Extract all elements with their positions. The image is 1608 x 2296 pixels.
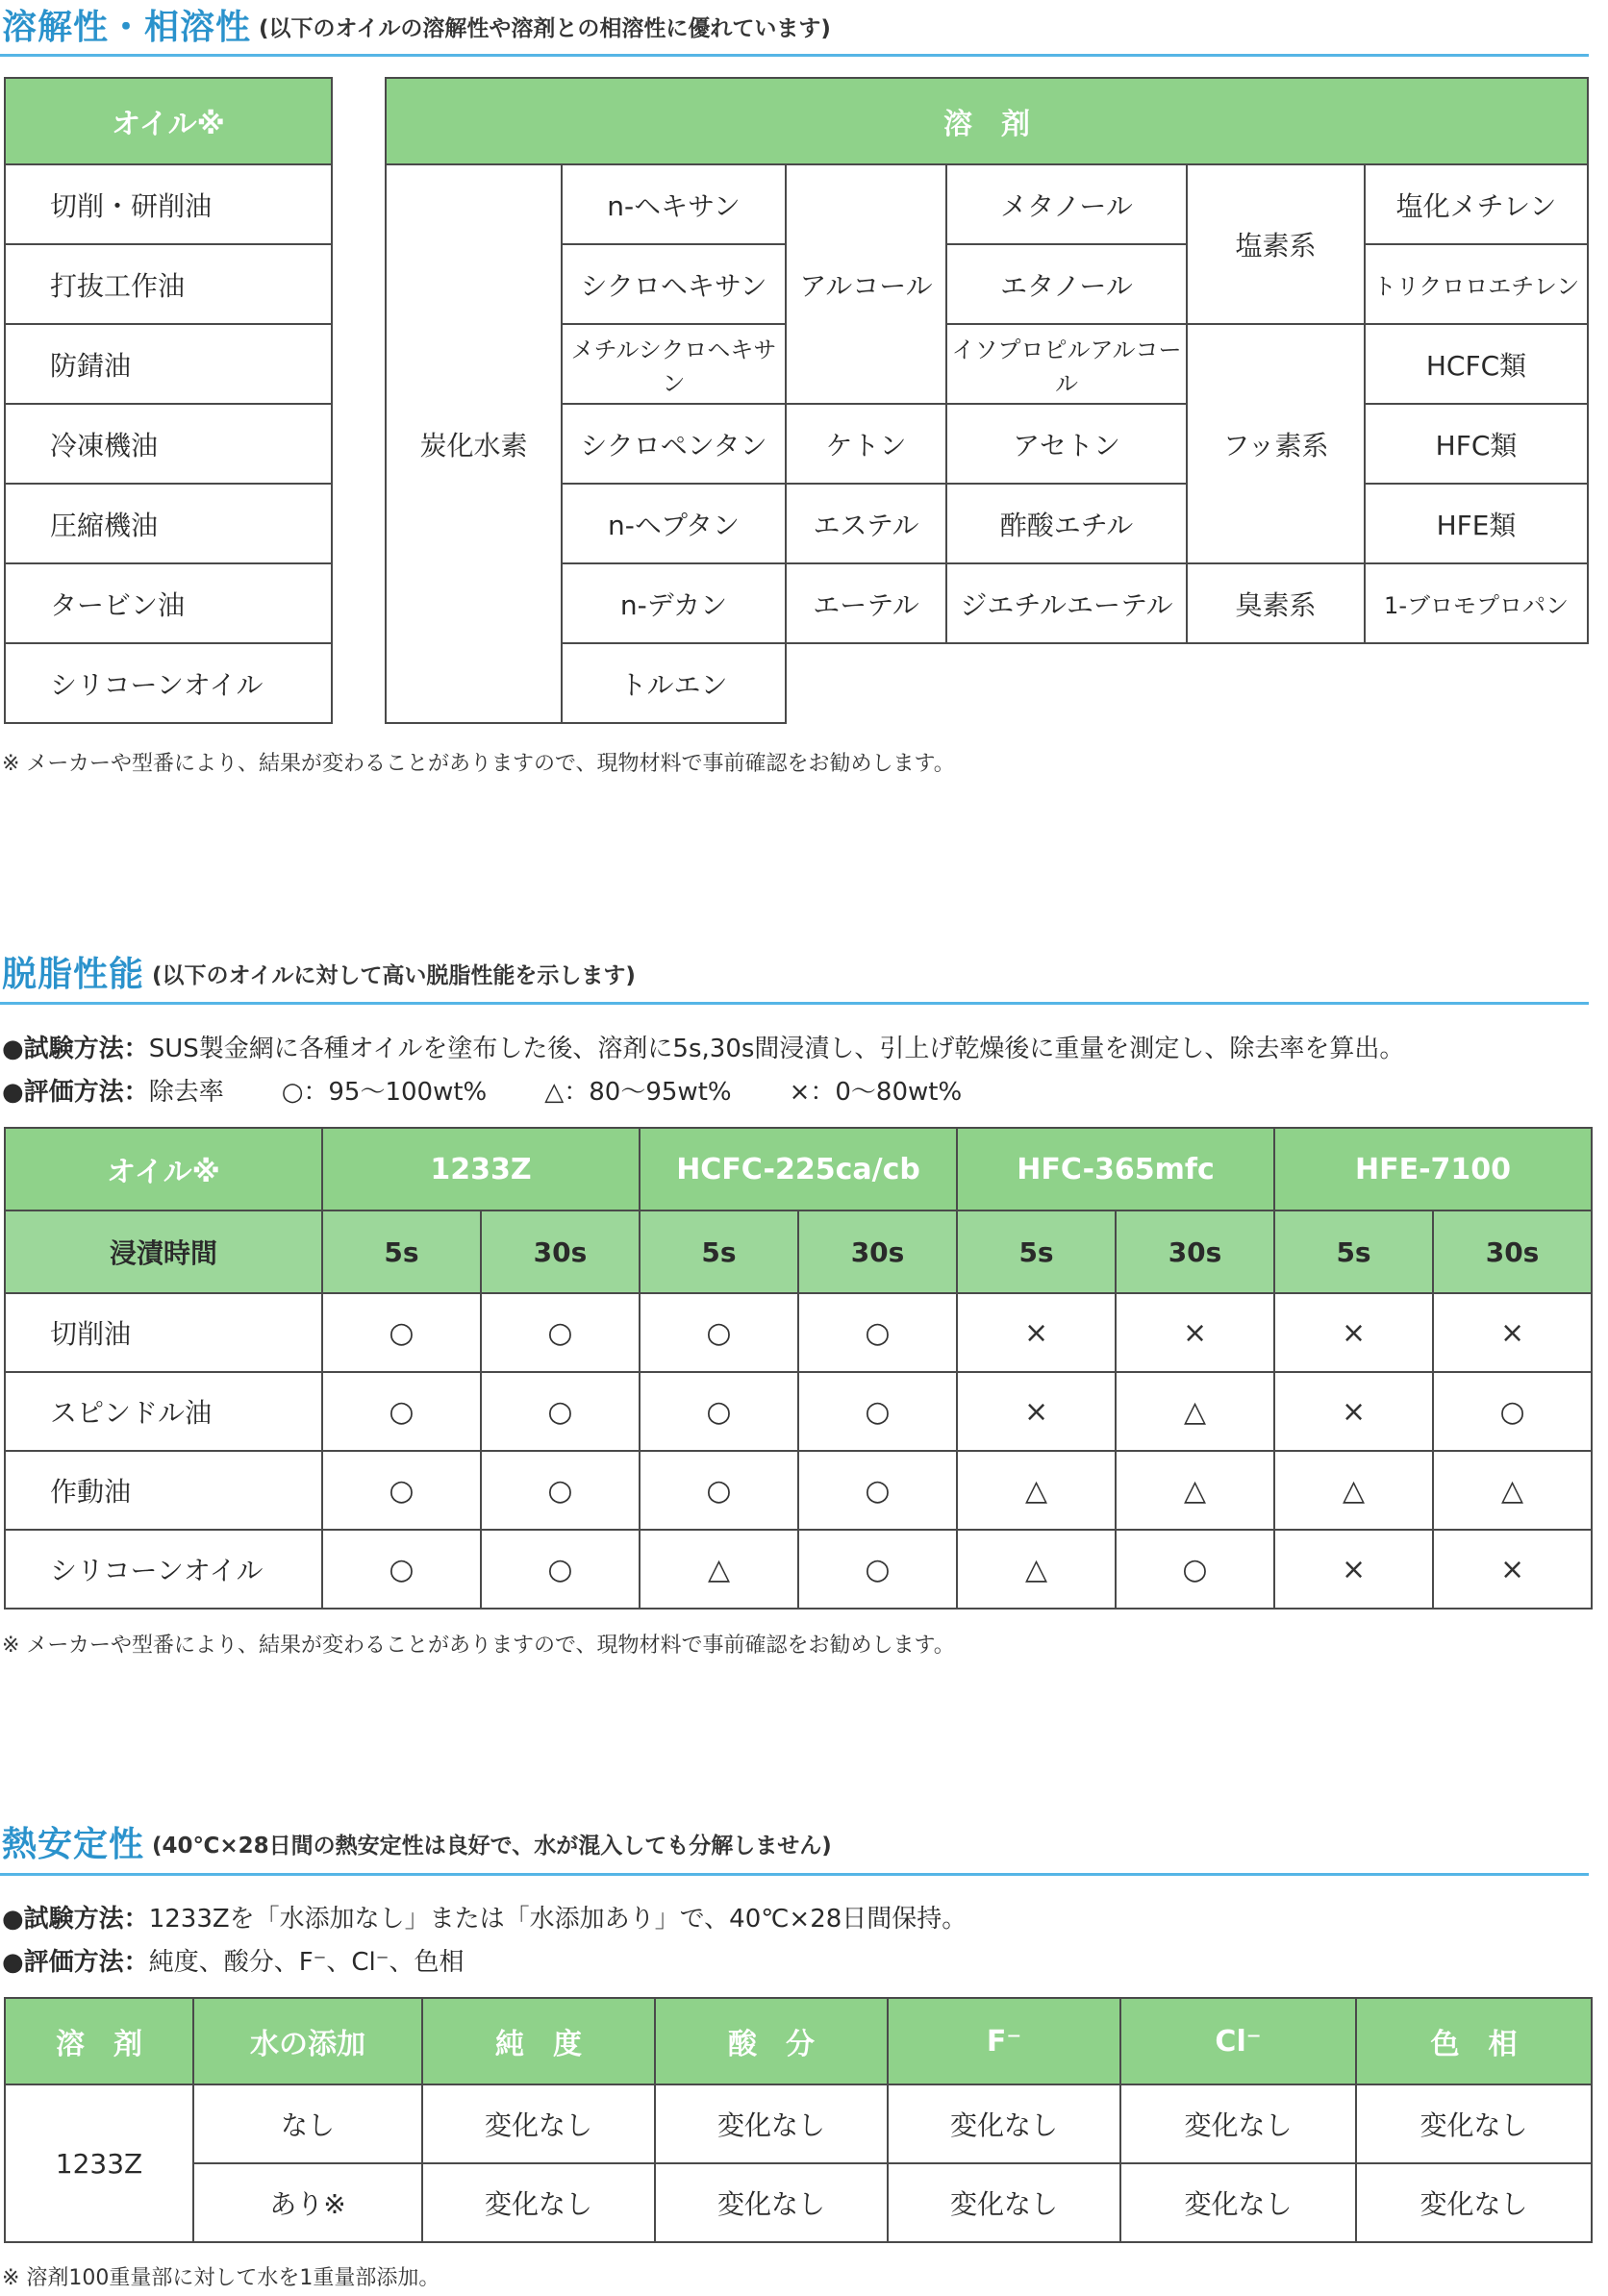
solubility-note: ※ メーカーや型番により、結果が変わることがありますので、現物材料で事前確認をお勧めします。 — [2, 752, 955, 776]
result-mark: △ — [1116, 1451, 1274, 1530]
result-mark: × — [1116, 1293, 1274, 1372]
bromine-label: 臭素系 — [1187, 563, 1365, 643]
result-mark: × — [1274, 1372, 1433, 1451]
water-cell: なし — [193, 2084, 422, 2163]
solvent-cell: ジエチルエーテル — [946, 563, 1187, 643]
thermal-subtitle: (40℃×28日間の熱安定性は良好で、水が混入しても分解しません) — [152, 1834, 832, 1859]
value-cell: 変化なし — [1356, 2084, 1592, 2163]
solvent-cell: イソプロピルアルコール — [946, 324, 1187, 404]
degreasing-note: ※ メーカーや型番により、結果が変わることがありますので、現物材料で事前確認をお勧めします。 — [2, 1634, 955, 1658]
table-row — [5, 2163, 1592, 2242]
value-cell: 変化なし — [422, 2084, 655, 2163]
table-row — [5, 1293, 1592, 1372]
solubility-title: 溶解性・相溶性 (以下のオイルの溶解性や溶剤との相溶性に優れています) — [2, 8, 831, 47]
result-mark: △ — [1274, 1451, 1433, 1530]
result-mark: ○ — [1116, 1530, 1274, 1609]
thermal-note: ※ 溶剤100重量部に対して水を1重量部添加。 — [2, 2266, 440, 2290]
degreasing-subtitle: (以下のオイルに対して高い脱脂性能を示します) — [152, 963, 636, 988]
oil-header: オイル※ — [5, 1128, 322, 1210]
solvent-cell: HCFC類 — [1365, 324, 1588, 404]
thermal-eval: ●評価方法：純度、酸分、F⁻、Cl⁻、色相 — [2, 1948, 465, 1977]
fluorine-label: フッ素系 — [1187, 324, 1365, 563]
solvent-cell: メタノール — [946, 164, 1187, 244]
result-mark: ○ — [322, 1293, 481, 1372]
result-mark: ○ — [798, 1451, 957, 1530]
time-cell: 30s — [1433, 1210, 1592, 1293]
solvent-header: 1233Z — [322, 1128, 640, 1210]
result-mark: △ — [957, 1451, 1116, 1530]
oil-cell: 冷凍機油 — [5, 404, 332, 484]
degreasing-title: 脱脂性能 (以下のオイルに対して高い脱脂性能を示します) — [2, 955, 636, 994]
result-mark: ○ — [640, 1451, 798, 1530]
solvent-cell: トルエン — [562, 643, 786, 723]
time-header: 浸漬時間 — [5, 1210, 322, 1293]
value-cell: 変化なし — [1120, 2084, 1356, 2163]
solvent-cell: 酢酸エチル — [946, 484, 1187, 563]
time-cell: 30s — [1116, 1210, 1274, 1293]
thermal-header: 色 相 — [1356, 1998, 1592, 2084]
solvent-cell: メチルシクロヘキサン — [562, 324, 786, 404]
solubility-oil-table — [4, 77, 333, 724]
result-mark: × — [1274, 1530, 1433, 1609]
oil-cell: シリコーンオイル — [5, 643, 332, 723]
table-row — [5, 1372, 1592, 1451]
solvent-cell: エタノール — [946, 244, 1187, 324]
solvent-cell: シクロペンタン — [562, 404, 786, 484]
hydrocarbon-label: 炭化水素 — [386, 164, 562, 723]
solvent-cell: HFC類 — [1365, 404, 1588, 484]
result-mark: × — [1433, 1530, 1592, 1609]
oil-cell: 切削油 — [5, 1293, 322, 1372]
result-mark: △ — [1116, 1372, 1274, 1451]
ketone-label: ケトン — [786, 404, 946, 484]
water-cell: あり※ — [193, 2163, 422, 2242]
degreasing-eval: ●評価方法：除去率 ○：95～100wt% △：80～95wt% ×：0～80wt% — [2, 1078, 963, 1107]
degreasing-table — [4, 1127, 1593, 1610]
result-mark: △ — [1433, 1451, 1592, 1530]
result-mark: ○ — [481, 1530, 640, 1609]
thermal-header: F⁻ — [888, 1998, 1120, 2084]
solvent-cell: 1-ブロモプロパン — [1365, 563, 1588, 643]
result-mark: ○ — [798, 1372, 957, 1451]
solvent-cell: 塩化メチレン — [1365, 164, 1588, 244]
result-mark: × — [957, 1372, 1116, 1451]
result-mark: × — [957, 1293, 1116, 1372]
time-cell: 5s — [322, 1210, 481, 1293]
value-cell: 変化なし — [422, 2163, 655, 2242]
oil-cell: スピンドル油 — [5, 1372, 322, 1451]
solvent-cell: n-ヘキサン — [562, 164, 786, 244]
table-row — [5, 1530, 1592, 1609]
oil-cell: 防錆油 — [5, 324, 332, 404]
ester-label: エステル — [786, 484, 946, 563]
time-cell: 30s — [481, 1210, 640, 1293]
value-cell: 変化なし — [888, 2163, 1120, 2242]
value-cell: 変化なし — [655, 2084, 888, 2163]
oil-cell: 圧縮機油 — [5, 484, 332, 563]
value-cell: 変化なし — [888, 2084, 1120, 2163]
oil-header: オイル※ — [5, 78, 332, 164]
oil-cell: タービン油 — [5, 563, 332, 643]
degreasing-method: ●試験方法：SUS製金網に各種オイルを塗布した後、溶剤に5s,30s間浸漬し、引上げ乾燥後に重量を測定し、除去率を算出。 — [2, 1035, 1405, 1063]
result-mark: ○ — [481, 1293, 640, 1372]
solvent-header: HCFC-225ca/cb — [640, 1128, 957, 1210]
solubility-subtitle: (以下のオイルの溶解性や溶剤との相溶性に優れています) — [259, 16, 831, 41]
result-mark: ○ — [322, 1530, 481, 1609]
result-mark: ○ — [481, 1451, 640, 1530]
result-mark: × — [1274, 1293, 1433, 1372]
thermal-solvent: 1233Z — [5, 2084, 193, 2242]
thermal-title: 熱安定性 (40℃×28日間の熱安定性は良好で、水が混入しても分解しません) — [2, 1825, 832, 1864]
solvent-cell: トリクロロエチレン — [1365, 244, 1588, 324]
solvent-cell: n-デカン — [562, 563, 786, 643]
result-mark: ○ — [1433, 1372, 1592, 1451]
value-cell: 変化なし — [655, 2163, 888, 2242]
result-mark: ○ — [798, 1293, 957, 1372]
thermal-header: 純 度 — [422, 1998, 655, 2084]
result-mark: △ — [957, 1530, 1116, 1609]
solvent-header: HFC-365mfc — [957, 1128, 1274, 1210]
section-rule — [0, 1873, 1589, 1876]
thermal-method: ●試験方法：1233Zを「水添加なし」または「水添加あり」で、40℃×28日間保持。 — [2, 1905, 967, 1934]
solvent-cell: シクロヘキサン — [562, 244, 786, 324]
result-mark: ○ — [481, 1372, 640, 1451]
table-row — [5, 1451, 1592, 1530]
oil-cell: 打抜工作油 — [5, 244, 332, 324]
chlorine-label: 塩素系 — [1187, 164, 1365, 324]
solubility-solvent-table — [385, 77, 1589, 724]
value-cell: 変化なし — [1356, 2163, 1592, 2242]
oil-cell: 作動油 — [5, 1451, 322, 1530]
time-cell: 5s — [957, 1210, 1116, 1293]
result-mark: ○ — [640, 1372, 798, 1451]
solvent-header: HFE-7100 — [1274, 1128, 1592, 1210]
solvent-cell: アセトン — [946, 404, 1187, 484]
empty-area — [786, 643, 1588, 723]
result-mark: × — [1433, 1293, 1592, 1372]
thermal-table — [4, 1997, 1593, 2243]
ether-label: エーテル — [786, 563, 946, 643]
section-rule — [0, 1002, 1589, 1005]
result-mark: ○ — [798, 1530, 957, 1609]
solvent-cell: n-ヘプタン — [562, 484, 786, 563]
table-row — [5, 2084, 1592, 2163]
alcohol-label: アルコール — [786, 164, 946, 404]
time-cell: 5s — [640, 1210, 798, 1293]
solvent-cell: HFE類 — [1365, 484, 1588, 563]
thermal-header: Cl⁻ — [1120, 1998, 1356, 2084]
solvent-header: 溶 剤 — [386, 78, 1588, 164]
result-mark: ○ — [322, 1451, 481, 1530]
result-mark: △ — [640, 1530, 798, 1609]
thermal-header: 溶 剤 — [5, 1998, 193, 2084]
oil-cell: シリコーンオイル — [5, 1530, 322, 1609]
result-mark: ○ — [640, 1293, 798, 1372]
time-cell: 30s — [798, 1210, 957, 1293]
time-cell: 5s — [1274, 1210, 1433, 1293]
section-rule — [0, 54, 1589, 57]
result-mark: ○ — [322, 1372, 481, 1451]
thermal-header: 水の添加 — [193, 1998, 422, 2084]
value-cell: 変化なし — [1120, 2163, 1356, 2242]
thermal-header: 酸 分 — [655, 1998, 888, 2084]
oil-cell: 切削・研削油 — [5, 164, 332, 244]
